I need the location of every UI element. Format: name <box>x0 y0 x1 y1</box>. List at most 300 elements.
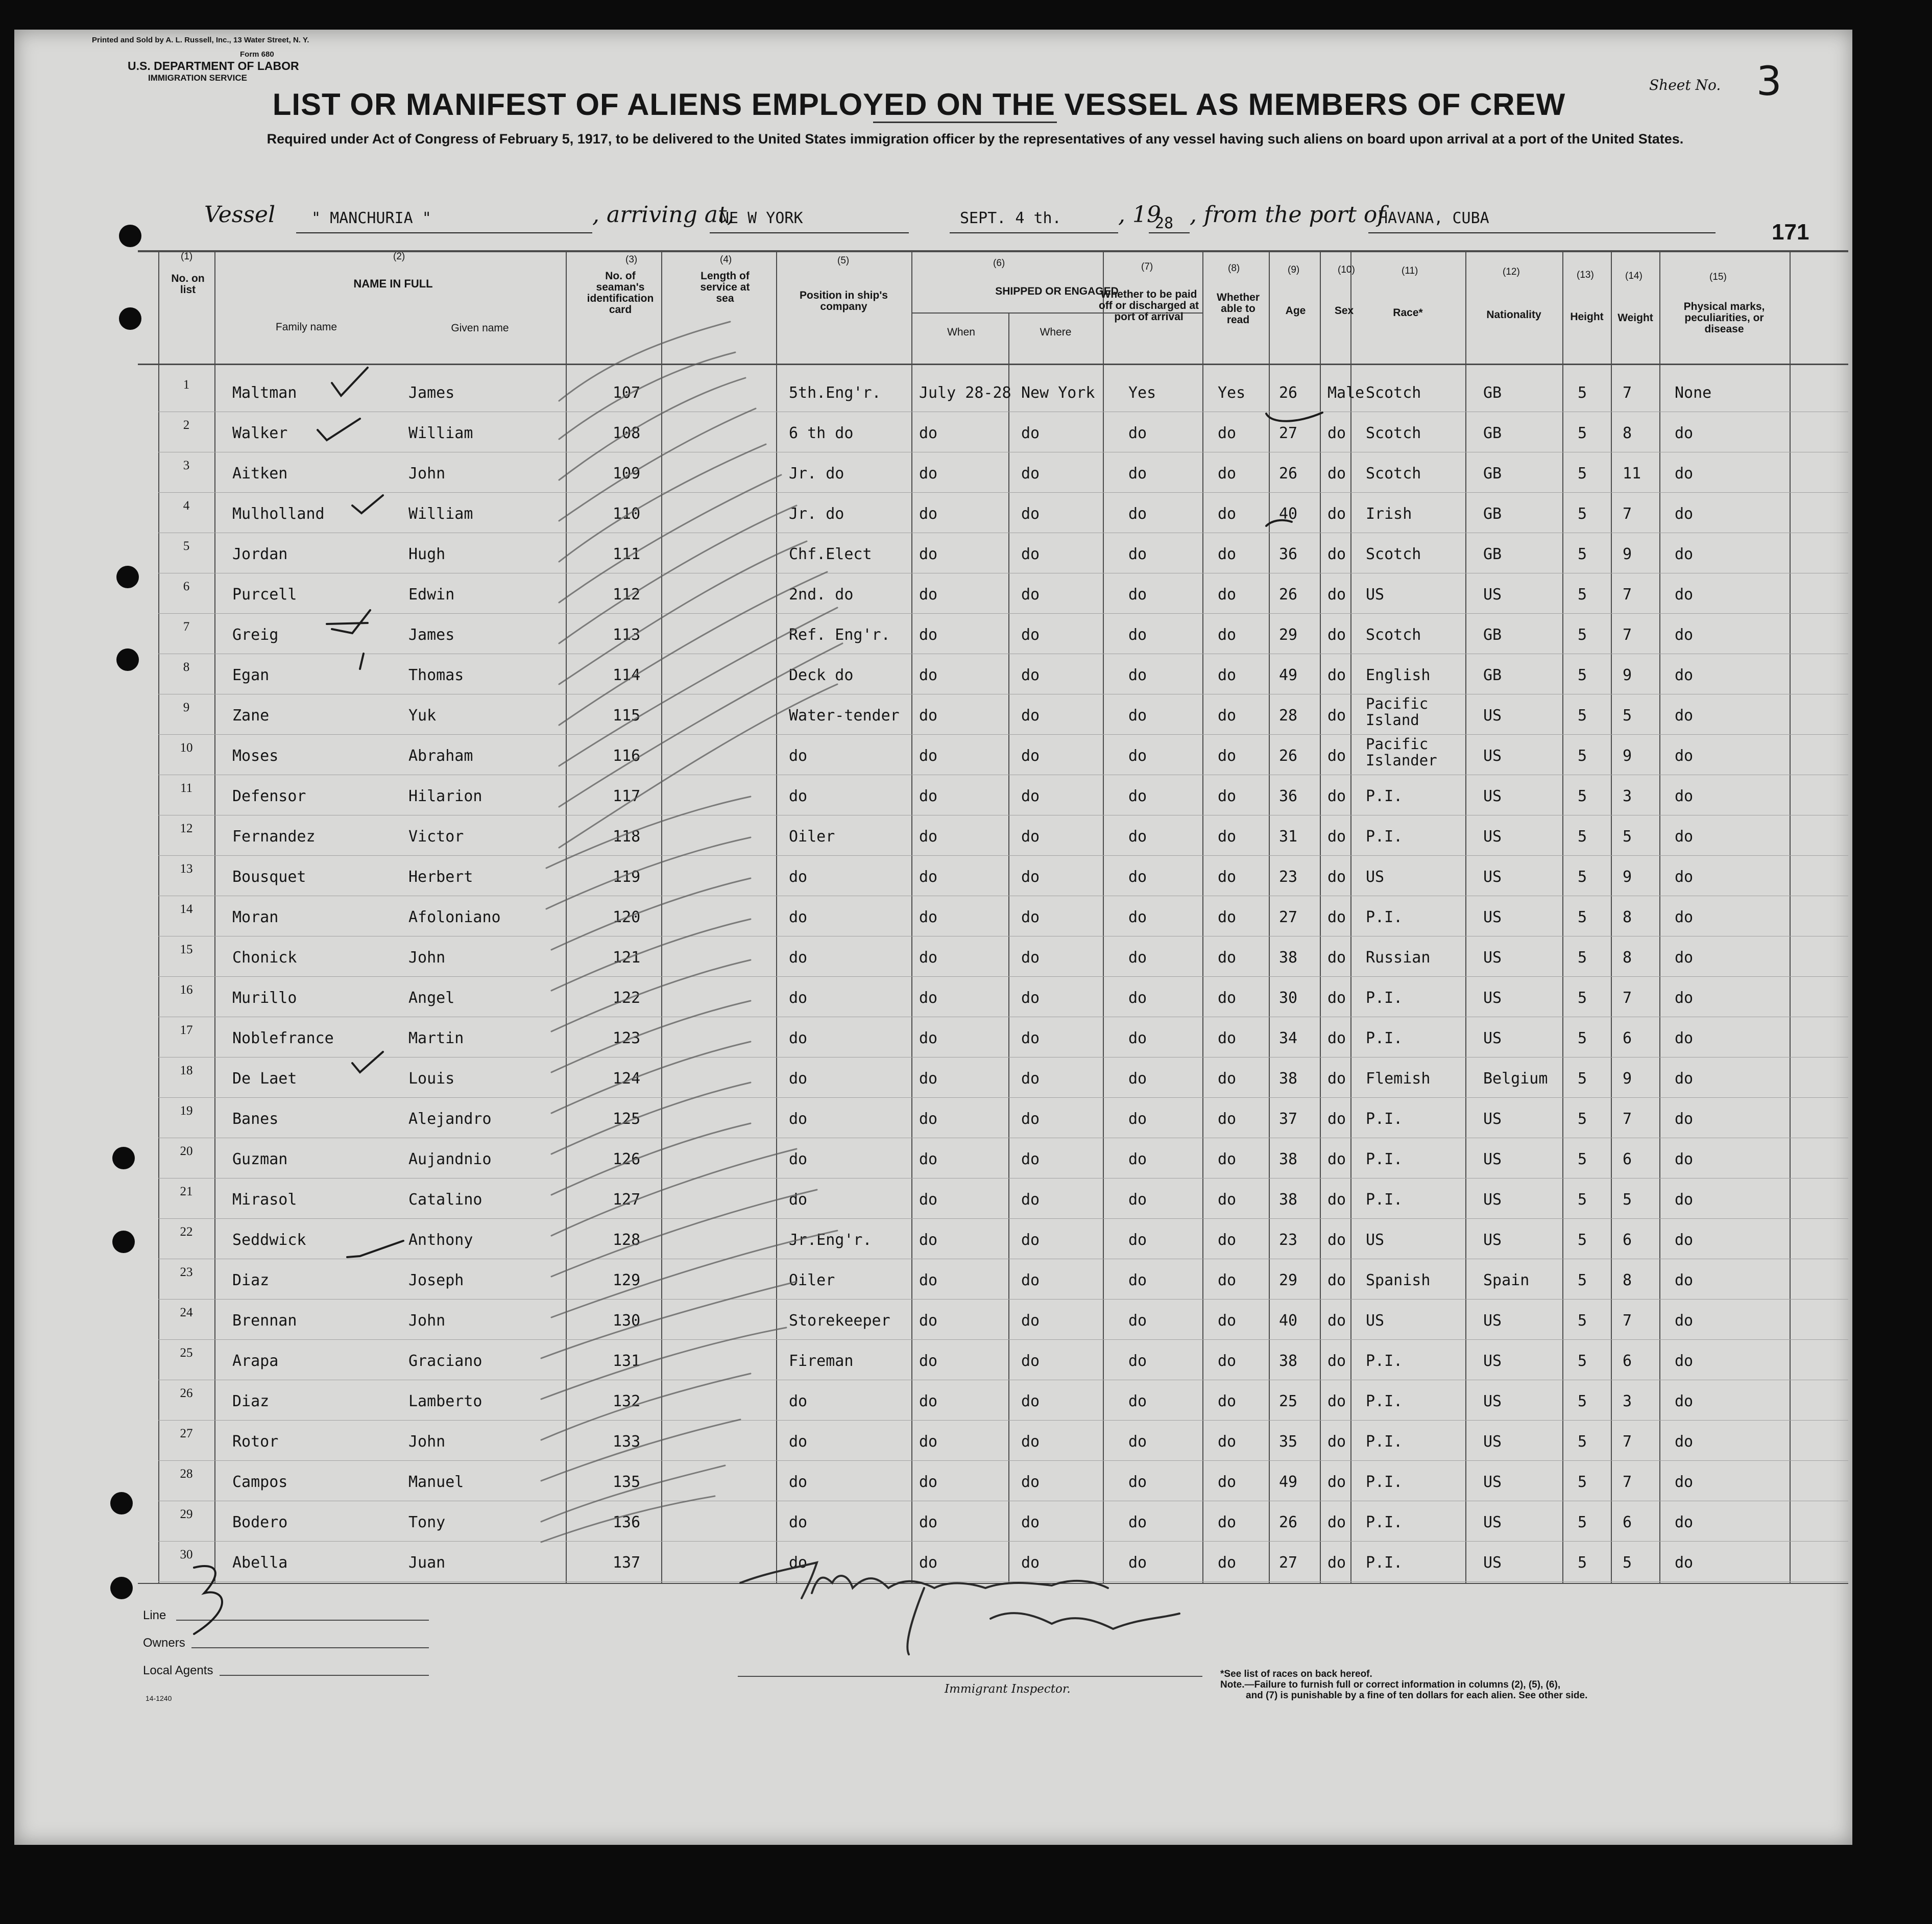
weight-cell: 6 <box>1623 1029 1632 1047</box>
col-rule <box>1103 250 1104 1583</box>
col-rule <box>661 250 662 1583</box>
row-number-cell: 4 <box>183 499 190 513</box>
sheet-number-value: 3 <box>1756 59 1782 105</box>
physical-marks-cell: do <box>1675 1473 1694 1491</box>
col8-header: Whether able to read <box>1217 292 1260 326</box>
weight-cell: 3 <box>1623 787 1632 805</box>
row-number-cell: 9 <box>183 701 190 714</box>
physical-marks-cell: do <box>1675 505 1694 523</box>
weight-cell: 3 <box>1623 1392 1632 1410</box>
id-card-cell: 115 <box>613 707 641 725</box>
sex-cell: do <box>1327 424 1346 442</box>
height-cell: 5 <box>1578 949 1587 967</box>
row-number-cell: 20 <box>180 1144 193 1158</box>
col4-number: (4) <box>720 254 732 265</box>
age-cell: 27 <box>1279 424 1298 442</box>
race-cell: P.I. <box>1366 908 1403 926</box>
col14-header: Weight <box>1617 312 1653 324</box>
shipped-when-cell: do <box>919 1312 938 1330</box>
height-cell: 5 <box>1578 424 1587 442</box>
shipped-when-cell: do <box>919 828 938 846</box>
document-subtitle: Required under Act of Congress of February 5, 1917, to be delivered to the United States immigration officer by the representatives of any vessel having such aliens on board upon arrival at a port of the United States. <box>267 131 1684 147</box>
weight-cell: 7 <box>1623 989 1632 1007</box>
col-rule <box>1008 312 1009 1583</box>
weight-cell: 7 <box>1623 586 1632 604</box>
race-cell: P.I. <box>1366 1433 1403 1451</box>
given-name-cell: Hugh <box>408 545 446 563</box>
able-to-read-cell: do <box>1218 828 1237 846</box>
physical-marks-cell: do <box>1675 1433 1694 1451</box>
weight-cell: 9 <box>1623 545 1632 563</box>
penalty-note-1: Note.—Failure to furnish full or correct information in columns (2), (5), (6), <box>1220 1679 1561 1690</box>
position-cell: do <box>789 1110 808 1128</box>
age-cell: 40 <box>1279 1312 1298 1330</box>
row-number-cell: 19 <box>180 1104 193 1118</box>
position-cell: Water-tender <box>789 707 900 725</box>
row-number-cell: 26 <box>180 1386 193 1400</box>
shipped-when-cell: do <box>919 787 938 805</box>
paid-off-cell: do <box>1128 1191 1147 1209</box>
form-number: Form 680 <box>240 50 274 59</box>
sex-cell: do <box>1327 1070 1346 1088</box>
col1-number: (1) <box>181 251 193 262</box>
shipped-where-cell: do <box>1021 1070 1040 1088</box>
age-cell: 31 <box>1279 828 1298 846</box>
row-rule <box>158 1460 1848 1461</box>
id-card-cell: 107 <box>613 384 641 402</box>
given-name-header: Given name <box>451 322 509 334</box>
line-label: Line <box>143 1608 166 1622</box>
row-rule <box>158 1339 1848 1340</box>
shipped-when-cell: do <box>919 1271 938 1289</box>
from-port-rule <box>1368 232 1716 233</box>
able-to-read-cell: do <box>1218 868 1237 886</box>
punch-hole <box>116 566 139 588</box>
col-rule <box>1202 250 1203 1583</box>
physical-marks-cell: do <box>1675 1312 1694 1330</box>
able-to-read-cell: do <box>1218 1271 1237 1289</box>
able-to-read-cell: do <box>1218 949 1237 967</box>
able-to-read-cell: do <box>1218 1473 1237 1491</box>
position-cell: 6 th do <box>789 424 854 442</box>
race-cell: P.I. <box>1366 1352 1403 1370</box>
shipped-when-header: When <box>947 326 975 338</box>
nationality-cell: US <box>1483 787 1502 805</box>
position-cell: Deck do <box>789 666 854 684</box>
paid-off-cell: do <box>1128 465 1147 483</box>
nationality-cell: US <box>1483 908 1502 926</box>
given-name-cell: Aujandnio <box>408 1150 492 1168</box>
punch-hole <box>119 307 141 330</box>
id-card-cell: 124 <box>613 1070 641 1088</box>
printer-line: Printed and Sold by A. L. Russell, Inc., 13 Water Street, N. Y. <box>92 36 309 44</box>
nationality-cell: US <box>1483 1392 1502 1410</box>
punch-hole <box>110 1492 133 1514</box>
paid-off-cell: do <box>1128 505 1147 523</box>
col11-header: Race* <box>1393 307 1423 319</box>
able-to-read-cell: do <box>1218 626 1237 644</box>
given-name-cell: Lamberto <box>408 1392 482 1410</box>
given-name-cell: William <box>408 424 473 442</box>
able-to-read-cell: do <box>1218 1070 1237 1088</box>
shipped-when-cell: do <box>919 908 938 926</box>
race-cell: P.I. <box>1366 989 1403 1007</box>
physical-marks-cell: do <box>1675 465 1694 483</box>
race-cell: P.I. <box>1366 1191 1403 1209</box>
row-number-cell: 3 <box>183 459 190 472</box>
nationality-cell: US <box>1483 1554 1502 1572</box>
weight-cell: 6 <box>1623 1352 1632 1370</box>
height-cell: 5 <box>1578 586 1587 604</box>
nationality-cell: US <box>1483 707 1502 725</box>
race-cell: P.I. <box>1366 1473 1403 1491</box>
weight-cell: 8 <box>1623 424 1632 442</box>
able-to-read-cell: do <box>1218 505 1237 523</box>
sex-cell: do <box>1327 586 1346 604</box>
nationality-cell: US <box>1483 989 1502 1007</box>
family-name-cell: Walker <box>232 424 288 442</box>
age-cell: 26 <box>1279 586 1298 604</box>
row-number-cell: 29 <box>180 1507 193 1521</box>
able-to-read-cell: do <box>1218 989 1237 1007</box>
paid-off-cell: do <box>1128 1312 1147 1330</box>
col5-header: Position in ship's company <box>799 290 888 312</box>
physical-marks-cell: do <box>1675 545 1694 563</box>
race-cell: P.I. <box>1366 1392 1403 1410</box>
family-name-cell: De Laet <box>232 1070 297 1088</box>
race-cell: Scotch <box>1366 424 1421 442</box>
shipped-when-cell: do <box>919 1392 938 1410</box>
sex-cell: do <box>1327 1029 1346 1047</box>
id-card-cell: 113 <box>613 626 641 644</box>
age-cell: 38 <box>1279 1352 1298 1370</box>
shipped-when-cell: do <box>919 626 938 644</box>
age-cell: 29 <box>1279 626 1298 644</box>
family-name-cell: Greig <box>232 626 279 644</box>
penalty-note-2: and (7) is punishable by a fine of ten dollars for each alien. See other side. <box>1246 1690 1588 1701</box>
nationality-cell: GB <box>1483 626 1502 644</box>
position-cell: do <box>789 1392 808 1410</box>
physical-marks-cell: do <box>1675 424 1694 442</box>
height-cell: 5 <box>1578 1231 1587 1249</box>
row-number-cell: 24 <box>180 1306 193 1319</box>
shipped-when-cell: do <box>919 707 938 725</box>
table-bottom-rule <box>138 1583 1848 1584</box>
given-name-cell: Edwin <box>408 586 455 604</box>
weight-cell: 9 <box>1623 666 1632 684</box>
row-number-cell: 28 <box>180 1467 193 1481</box>
id-card-cell: 128 <box>613 1231 641 1249</box>
weight-cell: 5 <box>1623 1191 1632 1209</box>
position-cell: do <box>789 1150 808 1168</box>
nationality-cell: US <box>1483 1029 1502 1047</box>
id-card-cell: 119 <box>613 868 641 886</box>
given-name-cell: John <box>408 1433 446 1451</box>
col6-number: (6) <box>993 258 1005 269</box>
shipped-where-cell: do <box>1021 626 1040 644</box>
sex-cell: do <box>1327 505 1346 523</box>
form-code: 14-1240 <box>146 1694 172 1702</box>
shipped-when-cell: do <box>919 1029 938 1047</box>
given-name-cell: Angel <box>408 989 455 1007</box>
race-cell: P.I. <box>1366 1554 1403 1572</box>
physical-marks-cell: do <box>1675 666 1694 684</box>
shipped-where-cell: do <box>1021 1150 1040 1168</box>
owners-rule <box>191 1647 429 1648</box>
shipped-where-cell: do <box>1021 1473 1040 1491</box>
race-cell: P.I. <box>1366 787 1403 805</box>
age-cell: 26 <box>1279 747 1298 765</box>
document-title: LIST OR MANIFEST OF ALIENS EMPLOYED ON THE VESSEL AS MEMBERS OF CREW <box>272 87 1566 122</box>
sex-cell: do <box>1327 707 1346 725</box>
given-name-cell: William <box>408 505 473 523</box>
age-cell: 35 <box>1279 1433 1298 1451</box>
position-cell: do <box>789 868 808 886</box>
height-cell: 5 <box>1578 868 1587 886</box>
col7-number: (7) <box>1141 261 1153 272</box>
family-name-cell: Mirasol <box>232 1191 297 1209</box>
sex-cell: do <box>1327 1352 1346 1370</box>
physical-marks-cell: do <box>1675 626 1694 644</box>
sex-cell: do <box>1327 666 1346 684</box>
nationality-cell: Belgium <box>1483 1070 1548 1088</box>
shipped-where-cell: do <box>1021 1433 1040 1451</box>
paid-off-cell: do <box>1128 1110 1147 1128</box>
paid-off-cell: do <box>1128 949 1147 967</box>
row-number-cell: 2 <box>183 418 190 432</box>
weight-cell: 8 <box>1623 908 1632 926</box>
port-rule <box>710 232 909 233</box>
able-to-read-cell: do <box>1218 1029 1237 1047</box>
nationality-cell: US <box>1483 868 1502 886</box>
paid-off-cell: do <box>1128 1392 1147 1410</box>
family-name-cell: Fernandez <box>232 828 316 846</box>
paid-off-cell: do <box>1128 1271 1147 1289</box>
sex-cell: do <box>1327 1473 1346 1491</box>
race-cell: Scotch <box>1366 626 1421 644</box>
sex-cell: do <box>1327 949 1346 967</box>
paid-off-cell: do <box>1128 828 1147 846</box>
physical-marks-cell: do <box>1675 586 1694 604</box>
position-cell: do <box>789 787 808 805</box>
col13-number: (13) <box>1577 270 1594 280</box>
position-cell: do <box>789 989 808 1007</box>
weight-cell: 7 <box>1623 505 1632 523</box>
position-cell: Ref. Eng'r. <box>789 626 890 644</box>
nationality-cell: US <box>1483 747 1502 765</box>
shipped-when-cell: do <box>919 1513 938 1531</box>
physical-marks-cell: do <box>1675 1513 1694 1531</box>
row-number-cell: 17 <box>180 1023 193 1037</box>
id-card-cell: 110 <box>613 505 641 523</box>
family-name-cell: Maltman <box>232 384 297 402</box>
position-cell: Oiler <box>789 1271 835 1289</box>
department-block <box>128 60 299 84</box>
height-cell: 5 <box>1578 1191 1587 1209</box>
shipped-when-cell: do <box>919 747 938 765</box>
col-rule <box>214 250 215 1583</box>
family-name-cell: Murillo <box>232 989 297 1007</box>
shipped-where-cell: do <box>1021 666 1040 684</box>
family-name-cell: Diaz <box>232 1392 270 1410</box>
row-rule <box>158 492 1848 493</box>
weight-cell: 5 <box>1623 828 1632 846</box>
race-cell: English <box>1366 666 1431 684</box>
id-card-cell: 112 <box>613 586 641 604</box>
race-cell: US <box>1366 586 1385 604</box>
shipped-where-cell: do <box>1021 1231 1040 1249</box>
department-name: U.S. DEPARTMENT OF LABOR <box>128 59 299 73</box>
id-card-cell: 135 <box>613 1473 641 1491</box>
paid-off-cell: do <box>1128 424 1147 442</box>
nationality-cell: GB <box>1483 545 1502 563</box>
able-to-read-cell: do <box>1218 545 1237 563</box>
position-cell: Chf.Elect <box>789 545 872 563</box>
sex-cell: do <box>1327 747 1346 765</box>
id-card-cell: 111 <box>613 545 641 563</box>
sex-cell: do <box>1327 1110 1346 1128</box>
nationality-cell: GB <box>1483 505 1502 523</box>
height-cell: 5 <box>1578 666 1587 684</box>
row-number-cell: 8 <box>183 660 190 674</box>
footer-note <box>1220 1669 1587 1701</box>
row-number-cell: 11 <box>180 781 193 795</box>
shipped-when-cell: do <box>919 1433 938 1451</box>
paid-off-cell: do <box>1128 626 1147 644</box>
row-number-cell: 27 <box>180 1427 193 1440</box>
height-cell: 5 <box>1578 989 1587 1007</box>
height-cell: 5 <box>1578 1433 1587 1451</box>
paid-off-cell: do <box>1128 908 1147 926</box>
local-agents-label: Local Agents <box>143 1664 213 1677</box>
race-cell: Pacific Islander <box>1366 735 1437 769</box>
family-name-cell: Bodero <box>232 1513 288 1531</box>
row-number-cell: 12 <box>180 822 193 835</box>
sex-cell: do <box>1327 989 1346 1007</box>
paid-off-cell: do <box>1128 1070 1147 1088</box>
weight-cell: 5 <box>1623 1554 1632 1572</box>
position-cell: do <box>789 1473 808 1491</box>
height-cell: 5 <box>1578 384 1587 402</box>
family-name-cell: Banes <box>232 1110 279 1128</box>
shipped-when-cell: do <box>919 1554 938 1572</box>
col15-header: Physical marks, peculiarities, or disease <box>1683 301 1765 335</box>
given-name-cell: Abraham <box>408 747 473 765</box>
weight-cell: 7 <box>1623 1473 1632 1491</box>
weight-cell: 9 <box>1623 1070 1632 1088</box>
col-rule <box>1465 250 1466 1583</box>
race-cell: US <box>1366 1312 1385 1330</box>
able-to-read-cell: do <box>1218 666 1237 684</box>
family-name-cell: Seddwick <box>232 1231 306 1249</box>
id-card-cell: 109 <box>613 465 641 483</box>
weight-cell: 8 <box>1623 1271 1632 1289</box>
height-cell: 5 <box>1578 1070 1587 1088</box>
row-rule <box>158 1178 1848 1179</box>
race-cell: P.I. <box>1366 1513 1403 1531</box>
age-cell: 49 <box>1279 666 1298 684</box>
paid-off-cell: do <box>1128 787 1147 805</box>
nationality-cell: US <box>1483 949 1502 967</box>
weight-cell: 9 <box>1623 868 1632 886</box>
col12-header: Nationality <box>1486 309 1541 321</box>
id-card-cell: 116 <box>613 747 641 765</box>
given-name-cell: James <box>408 384 455 402</box>
position-cell: Storekeeper <box>789 1312 890 1330</box>
row-number-cell: 15 <box>180 943 193 956</box>
service-name: IMMIGRATION SERVICE <box>148 73 247 83</box>
position-cell: do <box>789 1433 808 1451</box>
family-name-cell: Purcell <box>232 586 297 604</box>
row-rule <box>158 976 1848 977</box>
shipped-where-cell: do <box>1021 828 1040 846</box>
nationality-cell: US <box>1483 586 1502 604</box>
date-rule <box>950 232 1118 233</box>
row-number-cell: 30 <box>180 1548 193 1561</box>
nationality-cell: GB <box>1483 666 1502 684</box>
age-cell: 38 <box>1279 949 1298 967</box>
age-cell: 30 <box>1279 989 1298 1007</box>
age-cell: 27 <box>1279 1554 1298 1572</box>
able-to-read-cell: Yes <box>1218 384 1246 402</box>
able-to-read-cell: do <box>1218 586 1237 604</box>
shipped-where-cell: do <box>1021 545 1040 563</box>
position-cell: do <box>789 1070 808 1088</box>
col-rule <box>1269 250 1270 1583</box>
col1-header: No. on list <box>171 273 205 296</box>
shipped-when-cell: July 28-28 <box>919 384 1011 402</box>
shipped-where-cell: do <box>1021 1392 1040 1410</box>
family-name-cell: Moran <box>232 908 279 926</box>
shipped-where-cell: do <box>1021 1029 1040 1047</box>
physical-marks-cell: do <box>1675 1352 1694 1370</box>
arrival-port: NE W YORK <box>720 209 803 227</box>
age-cell: 27 <box>1279 908 1298 926</box>
paid-off-cell: do <box>1128 868 1147 886</box>
age-cell: 36 <box>1279 545 1298 563</box>
nationality-cell: US <box>1483 828 1502 846</box>
from-port: HAVANA, CUBA <box>1379 209 1489 227</box>
row-number-cell: 22 <box>180 1225 193 1239</box>
sex-cell: do <box>1327 545 1346 563</box>
nationality-cell: US <box>1483 1352 1502 1370</box>
physical-marks-cell: do <box>1675 868 1694 886</box>
weight-cell: 7 <box>1623 1433 1632 1451</box>
physical-marks-cell: do <box>1675 1231 1694 1249</box>
row-rule <box>158 855 1848 856</box>
col2-number: (2) <box>393 251 405 262</box>
able-to-read-cell: do <box>1218 1191 1237 1209</box>
row-rule <box>158 1097 1848 1098</box>
able-to-read-cell: do <box>1218 465 1237 483</box>
able-to-read-cell: do <box>1218 1110 1237 1128</box>
inspector-label: Immigrant Inspector. <box>945 1682 1071 1696</box>
shipped-when-cell: do <box>919 989 938 1007</box>
sex-cell: do <box>1327 626 1346 644</box>
row-rule <box>158 1299 1848 1300</box>
col9-header: Age <box>1285 305 1306 317</box>
physical-marks-cell: do <box>1675 908 1694 926</box>
arriving-label: , arriving at, <box>592 202 734 228</box>
nationality-cell: US <box>1483 1513 1502 1531</box>
nationality-cell: US <box>1483 1312 1502 1330</box>
id-card-cell: 123 <box>613 1029 641 1047</box>
given-name-cell: James <box>408 626 455 644</box>
paid-off-cell: do <box>1128 586 1147 604</box>
nationality-cell: US <box>1483 1150 1502 1168</box>
position-cell: 2nd. do <box>789 586 854 604</box>
weight-cell: 7 <box>1623 1110 1632 1128</box>
